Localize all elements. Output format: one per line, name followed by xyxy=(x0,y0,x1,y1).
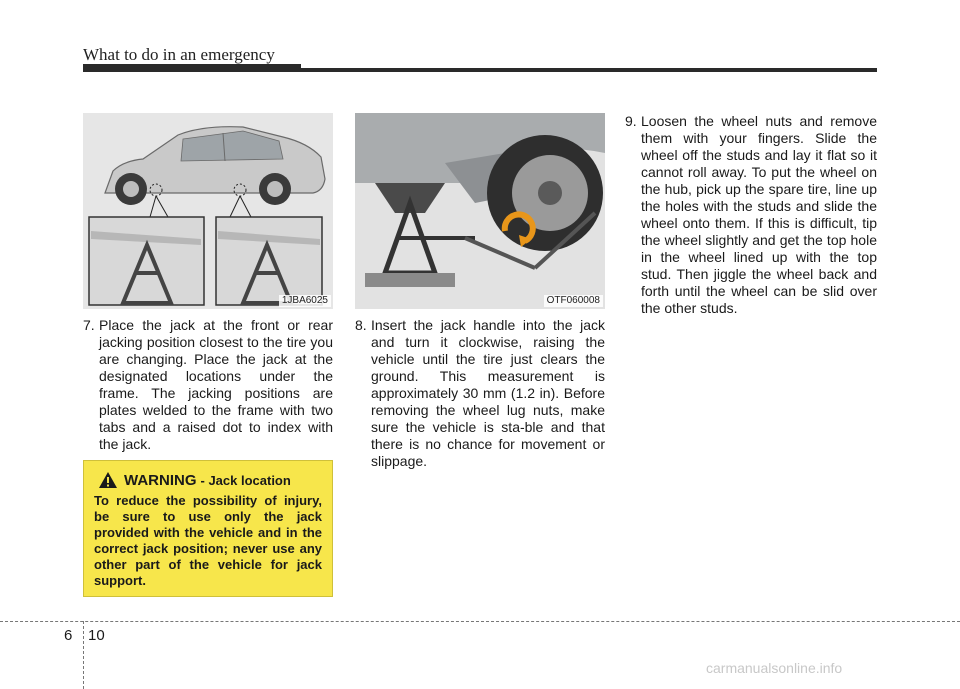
car-jack-illustration xyxy=(83,113,333,309)
warning-box xyxy=(83,460,333,597)
step-9-number: 9. xyxy=(625,113,637,129)
figure-code-middle: OTF060008 xyxy=(544,295,603,307)
jack-handle-illustration xyxy=(355,113,605,309)
footer-vertical-rule xyxy=(83,621,84,689)
chapter-number: 6 xyxy=(64,627,73,644)
page-number: 10 xyxy=(88,627,105,644)
step-7-text: Place the jack at the front or rear jacking position closest to the tire you are changing. Place the jack at the designated locations under the frame. The jacking positions are plates welded to the frame with two tabs and a raised dot to index with the jack. xyxy=(99,317,333,452)
step-8-text: Insert the jack handle into the jack and turn it clockwise, raising the vehicle until the tire just clears the ground. This measurement is approximately 30 mm (1.2 in). Before removing the wheel lug nuts, make sure the vehicle is sta-ble and that there is no chance for movement or slippage. xyxy=(371,317,605,469)
step-8-number: 8. xyxy=(355,317,367,333)
warning-text: To reduce the possibility of injury, be sure to use only the jack provided with the vehicle and in the correct jack position; never use any other part of the vehicle for jack support. xyxy=(94,493,322,588)
step-8 xyxy=(355,317,605,470)
warning-triangle-icon xyxy=(98,471,118,489)
figure-jack-handle xyxy=(355,113,605,309)
step-9 xyxy=(625,113,877,317)
page-header-title: What to do in an emergency xyxy=(83,45,275,64)
warning-title: WARNING xyxy=(124,471,197,489)
footer-rule xyxy=(0,621,960,622)
step-7 xyxy=(83,317,333,453)
header-rule xyxy=(83,68,877,72)
warning-subtitle: - Jack location xyxy=(200,472,291,488)
watermark-text: carmanualsonline.info xyxy=(706,660,843,676)
step-7-number: 7. xyxy=(83,317,95,333)
warning-header xyxy=(98,471,322,489)
figure-jack-positions xyxy=(83,113,333,309)
step-9-text: Loosen the wheel nuts and remove them with your fingers. Slide the wheel off the studs and lay it flat so it cannot roll away. To put the wheel on the hub, pick up the spare tire, line up the holes with the studs and slide the wheel onto them. If this is difficult, tip the wheel slightly and get the top hole in the wheel lined up with the top stud. Then jiggle the wheel back and forth until the wheel can be slid over the other studs. xyxy=(641,113,877,316)
figure-code-left: 1JBA6025 xyxy=(279,295,331,307)
